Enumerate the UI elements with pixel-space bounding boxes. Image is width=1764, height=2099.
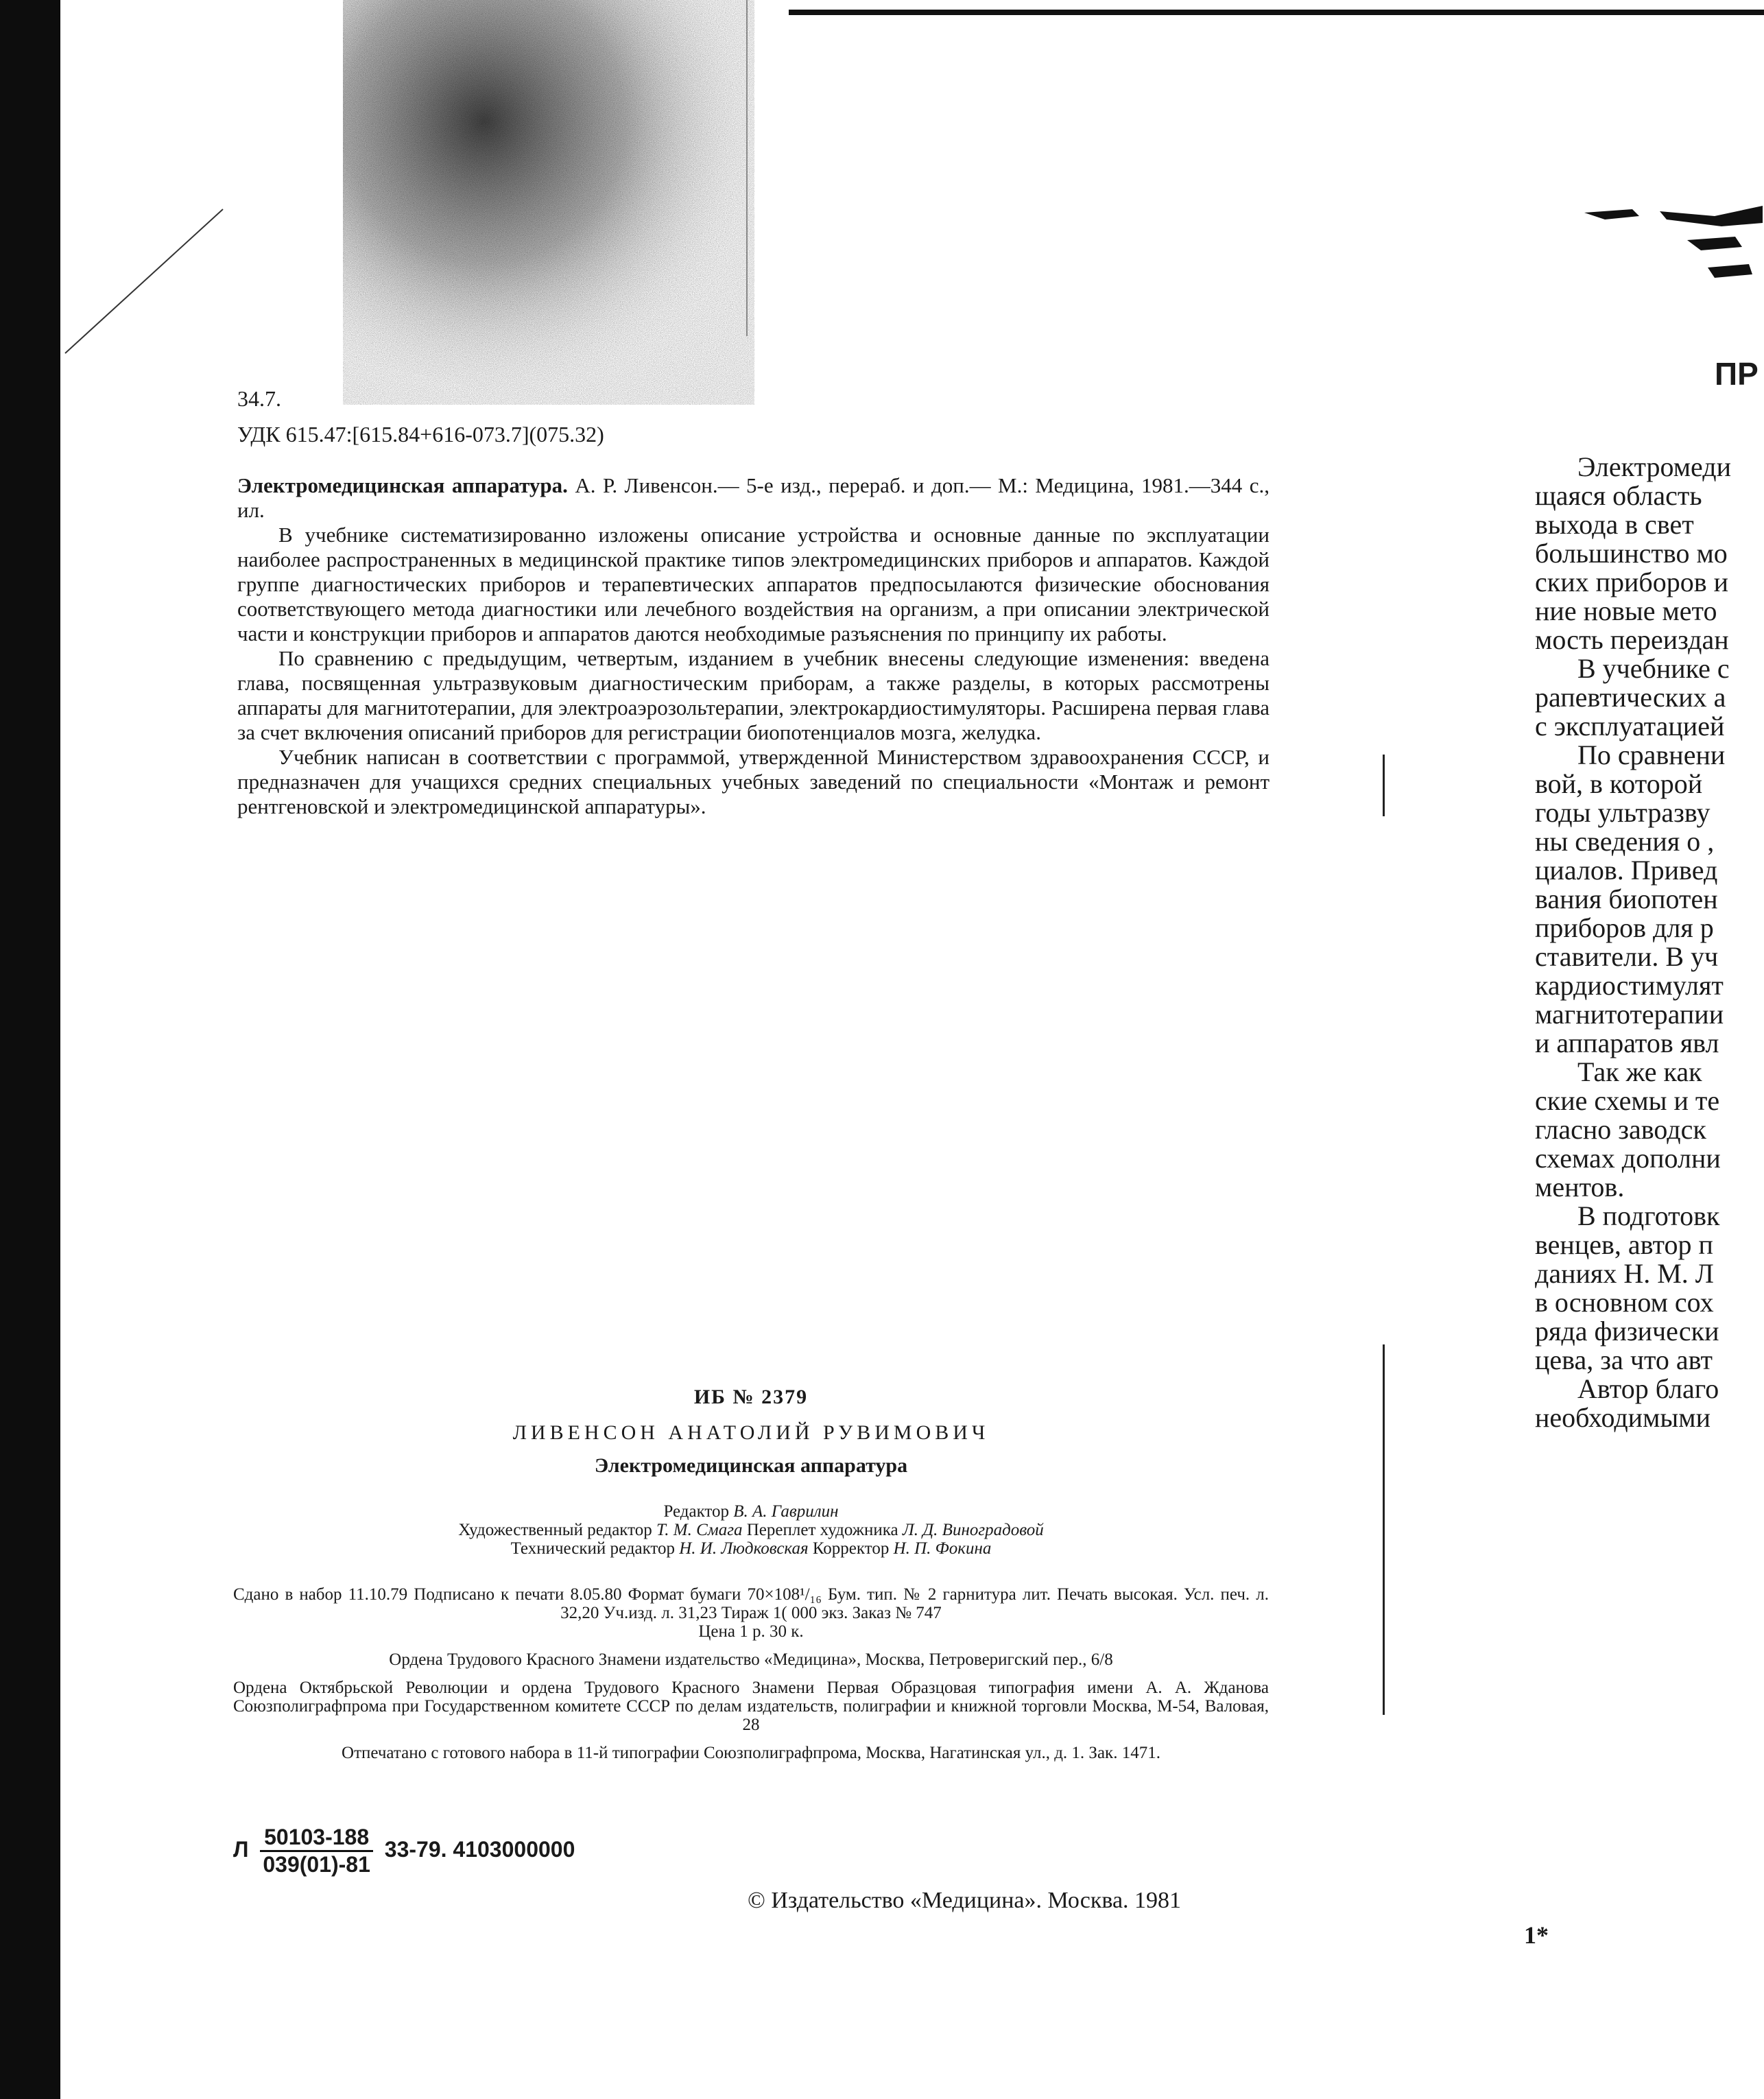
- signature-mark: 1*: [1524, 1921, 1549, 1949]
- right-page-line: большинство мо: [1535, 538, 1728, 569]
- right-page-line: кардиостимулят: [1535, 970, 1724, 1001]
- ink-blot: [1577, 192, 1764, 288]
- right-page-line: мость переиздан: [1535, 624, 1729, 655]
- right-page-heading: ПР: [1715, 356, 1759, 392]
- proofreader-name: Н. П. Фокина: [893, 1539, 992, 1558]
- printed-from: Отпечатано с готового набора в 11-й типографии Союзполиграфпрома, Москва, Нагатинская ул., д. 1. Зак. 1471.: [342, 1744, 1160, 1762]
- right-page-line: циалов. Привед: [1535, 855, 1718, 886]
- tech-editor-label: Технический редактор: [510, 1539, 675, 1558]
- author-name: ЛИВЕНСОН АНАТОЛИЙ РУВИМОВИЧ: [512, 1421, 990, 1444]
- right-page-line: схемах дополни: [1535, 1143, 1721, 1174]
- tech-editor-line: [233, 1539, 1269, 1558]
- ib-number: ИБ № 2379: [693, 1386, 809, 1408]
- right-page-line: в основном сох: [1535, 1287, 1714, 1318]
- gutter-mark: [1383, 1344, 1385, 1715]
- right-page-line: В учебнике с: [1577, 653, 1730, 684]
- publisher: Ордена Трудового Красного Знамени издательство «Медицина», Москва, Петроверигский пер., 6/8: [389, 1650, 1113, 1669]
- udc-code: УДК 615.47:[615.84+616-073.7](075.32): [237, 422, 604, 447]
- right-page-line: Автор благо: [1577, 1373, 1719, 1404]
- annotation-paragraph-2: По сравнению с предыдущим, четвертым, изданием в учебник внесены следующие изменения: введена глава, посвященная ультразвуковым диагностическим приборам, а также разделы, в которых рассмотрены аппараты для магнитотерапии, для электроаэрозольтерапии, электрокардиостимуляторы. Расширена первая глава за счет включения описаний приборов для регистрации биопотенциалов мозга, желудка.: [237, 646, 1270, 744]
- editor-name: В. А. Гаврилин: [733, 1502, 839, 1521]
- right-page-line: вой, в которой: [1535, 768, 1703, 799]
- right-page-line: ские схемы и те: [1535, 1085, 1720, 1116]
- right-page-line: Электромеди: [1577, 453, 1732, 482]
- annotation-paragraph-3: Учебник написан в соответствии с программой, утвержденной Министерством здравоохранения СССР, и предназначен для учащихся средних специальных учебных заведений по специальности «Монтаж и ремонт рентгеновской и электромедицинской аппаратуры».: [237, 745, 1270, 818]
- right-page-line: По сравнени: [1577, 739, 1726, 770]
- bib-title: Электромедицинская аппаратура.: [237, 473, 568, 497]
- art-editor-line: [233, 1521, 1269, 1539]
- right-page-line: ряда физически: [1535, 1316, 1719, 1347]
- top-rule: [789, 10, 1764, 15]
- right-page-line: ских приборов и: [1535, 567, 1729, 597]
- right-page-line: венцев, автор п: [1535, 1229, 1713, 1260]
- imprint-block: [233, 1585, 1269, 1762]
- gutter-mark: [1383, 755, 1385, 816]
- right-page-line: вания биопотен: [1535, 884, 1718, 914]
- right-page-line: ставители. В уч: [1535, 941, 1719, 972]
- right-page-line: приборов для р: [1535, 912, 1714, 943]
- binding-shadow: [0, 0, 60, 2099]
- book-code: [233, 1825, 575, 1877]
- tech-editor-name: Н. И. Людковская: [679, 1539, 809, 1558]
- proofreader-label: Корректор: [812, 1539, 890, 1558]
- copyright-line: © Издательство «Медицина». Москва. 1981: [748, 1888, 1182, 1913]
- art-editor-name: Т. М. Смага: [656, 1521, 743, 1539]
- book-code-suffix: 33-79. 4103000000: [384, 1836, 575, 1862]
- book-code-numerator: 50103-188: [260, 1825, 373, 1852]
- right-page-line: цева, за что авт: [1535, 1344, 1713, 1375]
- right-page-line: гласно заводск: [1535, 1114, 1706, 1145]
- right-page-line: Так же как: [1577, 1056, 1702, 1087]
- book-title: Электромедицинская аппаратура: [594, 1454, 908, 1477]
- book-code-fraction: [260, 1825, 373, 1877]
- right-page-line: щаяся область: [1535, 480, 1702, 511]
- right-page-line: ны сведения о ,: [1535, 826, 1715, 857]
- right-page-line: В подготовк: [1577, 1200, 1720, 1231]
- annotation: [237, 473, 1270, 819]
- scan-noise: [343, 0, 754, 405]
- right-page-line: магнитотерапии: [1535, 999, 1724, 1030]
- bibliographic-entry: [237, 473, 1270, 523]
- book-code-prefix: Л: [233, 1836, 249, 1862]
- annotation-paragraph-1: В учебнике систематизированно изложены описание устройства и основные данные по эксплуатации наиболее распространенных в медицинской практике типов электромедицинских приборов и аппаратов. Каждой группе диагностических приборов и терапевтических аппаратов предпосылаются физические обоснования соответствующего метода диагностики или лечебного воздействия на организм, а при описании электрической части и конструкции приборов и аппаратов даются необходимые разъяснения по принципу их работы.: [237, 523, 1270, 645]
- cover-label: Переплет художника: [746, 1521, 898, 1539]
- right-page-text: [1535, 453, 1764, 1432]
- right-page-line: ментов.: [1535, 1172, 1625, 1202]
- printer: Ордена Октябрьской Революции и ордена Трудового Красного Знамени Первая Образцовая типография имени А. А. Жданова Союзполиграфпрома при Государственном комитете СССР по делам издательств, полиграфии и книжной торговли Москва, М-54, Валовая, 28: [233, 1679, 1269, 1734]
- editor-line: [233, 1502, 1269, 1521]
- price: Цена 1 р. 30 к.: [698, 1622, 804, 1641]
- right-page-line: годы ультразву: [1535, 797, 1711, 828]
- right-page-line: ние новые мето: [1535, 595, 1717, 626]
- catalog-number: 34.7.: [237, 386, 281, 411]
- right-page-line: и аппаратов явл: [1535, 1028, 1719, 1058]
- cover-artist-name: Л. Д. Виноградовой: [902, 1521, 1044, 1539]
- margin-stroke: [62, 206, 226, 357]
- book-code-denominator: 039(01)-81: [263, 1852, 370, 1877]
- right-page-line: выхода в свет: [1535, 509, 1694, 540]
- right-page-line: необходимыми: [1535, 1402, 1711, 1432]
- colophon: [233, 1386, 1269, 1772]
- right-page-line: рапевтических а: [1535, 682, 1726, 713]
- editor-label: Редактор: [663, 1502, 730, 1521]
- art-editor-label: Художественный редактор: [458, 1521, 652, 1539]
- bib-details: А. Р. Ливенсон.— 5-е изд., перераб. и доп.— М.: Медицина, 1981.—344 с., ил.: [237, 473, 1270, 522]
- right-page-line: с эксплуатацией: [1535, 711, 1725, 742]
- print-data: Сдано в набор 11.10.79 Подписано к печати 8.05.80 Формат бумаги 70×108¹/₁₆ Бум. тип. № 2 гарнитура лит. Печать высокая. Усл. печ. л. 32,20 Уч.изд. л. 31,23 Тираж 1( 000 экз. Заказ № 747: [233, 1585, 1269, 1622]
- right-page-line: даниях Н. М. Л: [1535, 1258, 1714, 1289]
